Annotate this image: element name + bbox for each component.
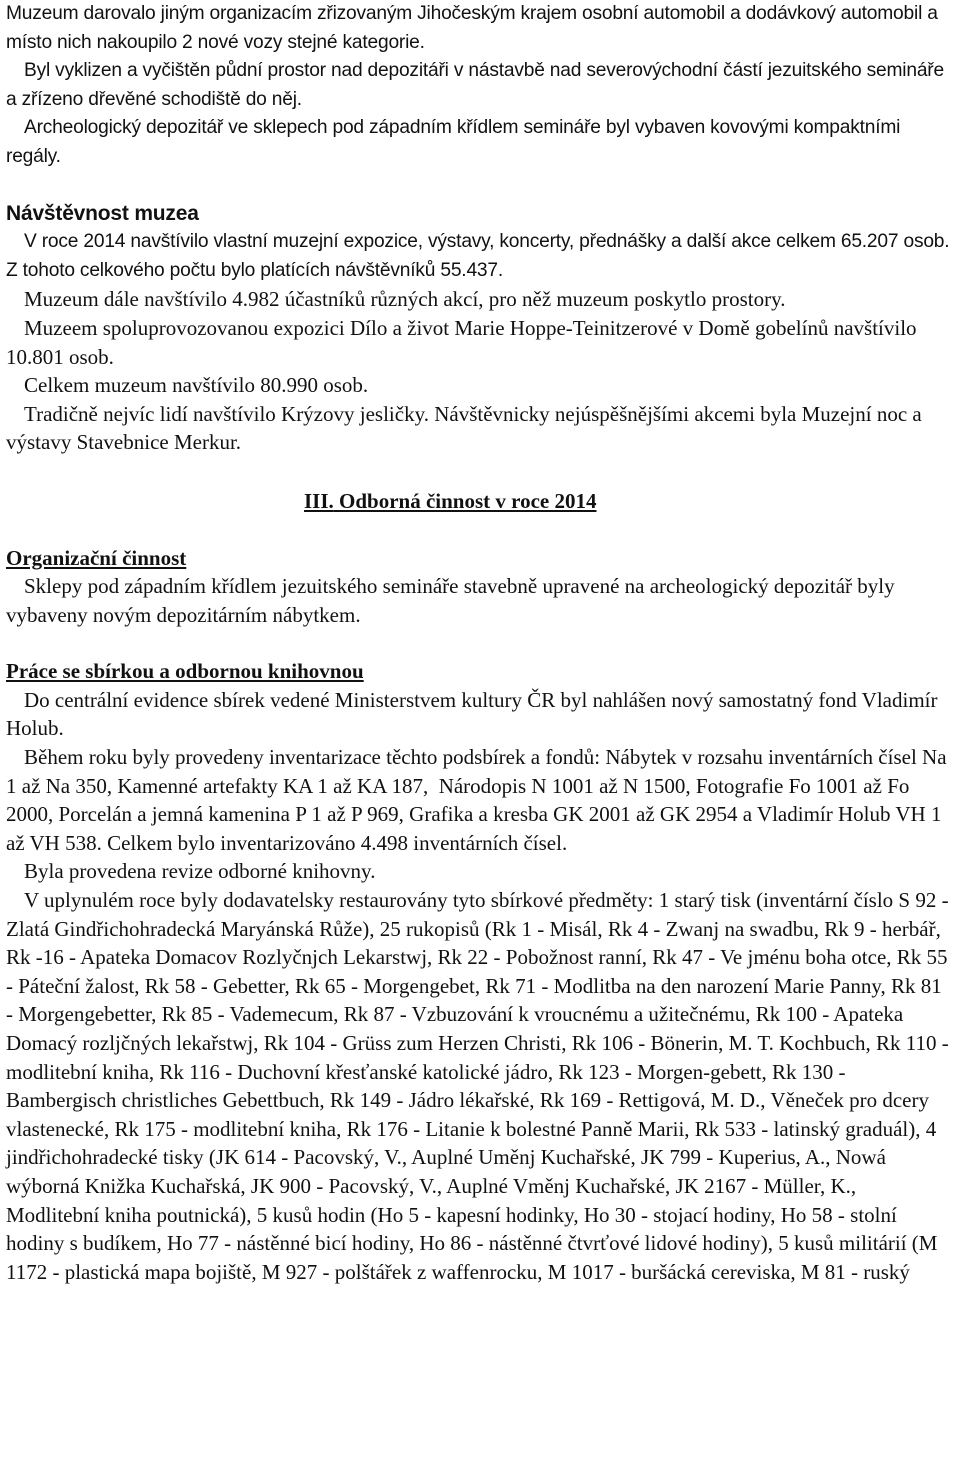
paragraph-organization: Sklepy pod západním křídlem jezuitského semináře stavebně upravené na archeologický depozitář byly vybaveny novým depozitárním nábytkem. [6, 574, 900, 627]
paragraph-visitors-sum: Celkem muzeum navštívilo 80.990 osob. [24, 373, 369, 398]
chapter-number: III. [304, 488, 334, 513]
paragraph-attic: Byl vyklizen a vyčištěn půdní prostor nad depozitáři v nástavbě nad severovýchodní částí jezuitského semináře a zřízeno dřevěné schodiště do něj. [6, 60, 950, 110]
paragraph-archeology-depository: Archeologický depozitář ve sklepech pod západním křídlem semináře byl vybaven kovovými kompaktními regály. [6, 117, 906, 167]
paragraph-inventory: Během roku byly provedeny inventarizace těchto podsbírek a fondů: Nábytek v rozsahu inventárních čísel Na 1 až Na 350, Kamenné artefakty KA 1 až KA 187, Národopis N 1001 až N 1500, Fotografie Fo 1001 až Fo 2000, Porcelán a jemná kamenina P 1 až P 969, Grafika a kresba GK 2001 až GK 2954 a Vladimír Holub VH 1 až VH 538. Celkem bylo inventarizováno 4.498 inventárních čísel. [6, 745, 952, 855]
paragraph-visitors-popular: Tradičně nejvíc lidí navštívilo Krýzovy jesličky. Návštěvnicky nejúspěšnějšími akcemi byla Muzejní noc a výstavy Stavebnice Merkur. [6, 401, 922, 455]
paragraph-visitors-gobelin: Muzeem spoluprovozovanou expozici Dílo a život Marie Hoppe-Teinitzerové v Domě gobelínů navštívilo 10.801 osob. [6, 315, 922, 369]
document-page [6, 0, 955, 1286]
paragraph-central-evidence: Do centrální evidence sbírek vedené Ministerstvem kultury ČR byl nahlášen nový samostatný fond Vladimír Holub. [6, 687, 943, 741]
chapter-title [6, 487, 952, 516]
paragraph-vehicles: Muzeum darovalo jiným organizacím zřizovaným Jihočeským krajem osobní automobil a dodávkový automobil a místo nich nakoupilo 2 nové vozy stejné kategorie. [6, 3, 943, 53]
section-heading-organization: Organizační činnost [6, 545, 187, 570]
section-heading-collection: Práce se sbírkou a odbornou knihovnou [6, 659, 364, 684]
spacer [6, 516, 952, 544]
section-heading-visitors: Návštěvnost muzea [6, 201, 199, 225]
spacer [6, 457, 952, 487]
chapter-title-text: Odborná činnost v roce 2014 [339, 488, 597, 513]
spacer [6, 629, 952, 657]
paragraph-restoration: V uplynulém roce byly dodavatelsky restaurovány tyto sbírkové předměty: 1 starý tisk (inventární číslo S 92 - Zlatá Gindřichohradecká Maryánská Růže), 25 rukopisů (Rk 1 - Misál, Rk 4 - Zwanj na swadbu, Rk 9 - herbář, Rk -16 - Apateka Domacov Rozlyčnjch Lekarstwj, Rk 22 - Pobožnost ranní, Rk 47 - Ve jménu boha otce, Rk 55 - Páteční žalost, Rk 58 - Gebetter, Rk 65 - Morgengebet, Rk 71 - Modlitba na den narození Marie Panny, Rk 81 - Morgengebetter, Rk 85 - Vademecum, Rk 87 - Vzbuzování k vroucnému a užitečnému, Rk 100 - Apateka Domacý rozljčných lekařstwj, Rk 104 - Grüss zum Herzen Christi, Rk 106 - Bönerin, M. T. Kochbuch, Rk 110 - modlitební kniha, Rk 116 - Duchovní křesťanské katolické jádro, Rk 123 - Morgen-gebett, Rk 130 - Bambergisch christliches Gebettbuch, Rk 149 - Jádro lékařské, Rk 169 - Rettigová, M. D., Věneček pro dcery vlastenecké, Rk 175 - modlitební kniha, Rk 176 - Litanie k bolestné Panně Marii, Rk 533 - latinský graduál), 4 jindřichohradecké tisky (JK 614 - Pacovský, V., Auplné Uměnj Kuchařské, JK 799 - Kuperius, A., Nowá wýborná Knižka Kuchařská, JK 900 - Pacovský, V., Auplné Vměnj Kuchařské, JK 2167 - Müller, K., Modlitební kniha poutnická), 5 kusů hodin (Ho 5 - kapesní hodinky, Ho 30 - stojací hodiny, Ho 58 - stolní hodiny s budíkem, Ho 77 - nástěnné bicí hodiny, Ho 86 - nástěnné čtvrťové lidové hodiny), 5 kusů militárií (M 1172 - plastická mapa bojiště, M 927 - polštářek z waffenrocku, M 1017 - buršácká cereviska, M 81 - ruský [6, 888, 954, 1284]
paragraph-library-revision: Byla provedena revize odborné knihovny. [24, 859, 376, 884]
paragraph-visitors-total: V roce 2014 navštívilo vlastní muzejní expozice, výstavy, koncerty, přednášky a další akce celkem 65.207 osob. Z tohoto celkového počtu bylo platících návštěvníků 55.437. [6, 231, 955, 281]
spacer [6, 172, 952, 200]
paragraph-visitors-events: Muzeum dále navštívilo 4.982 účastníků různých akcí, pro něž muzeum poskytlo prostory. [24, 287, 786, 312]
